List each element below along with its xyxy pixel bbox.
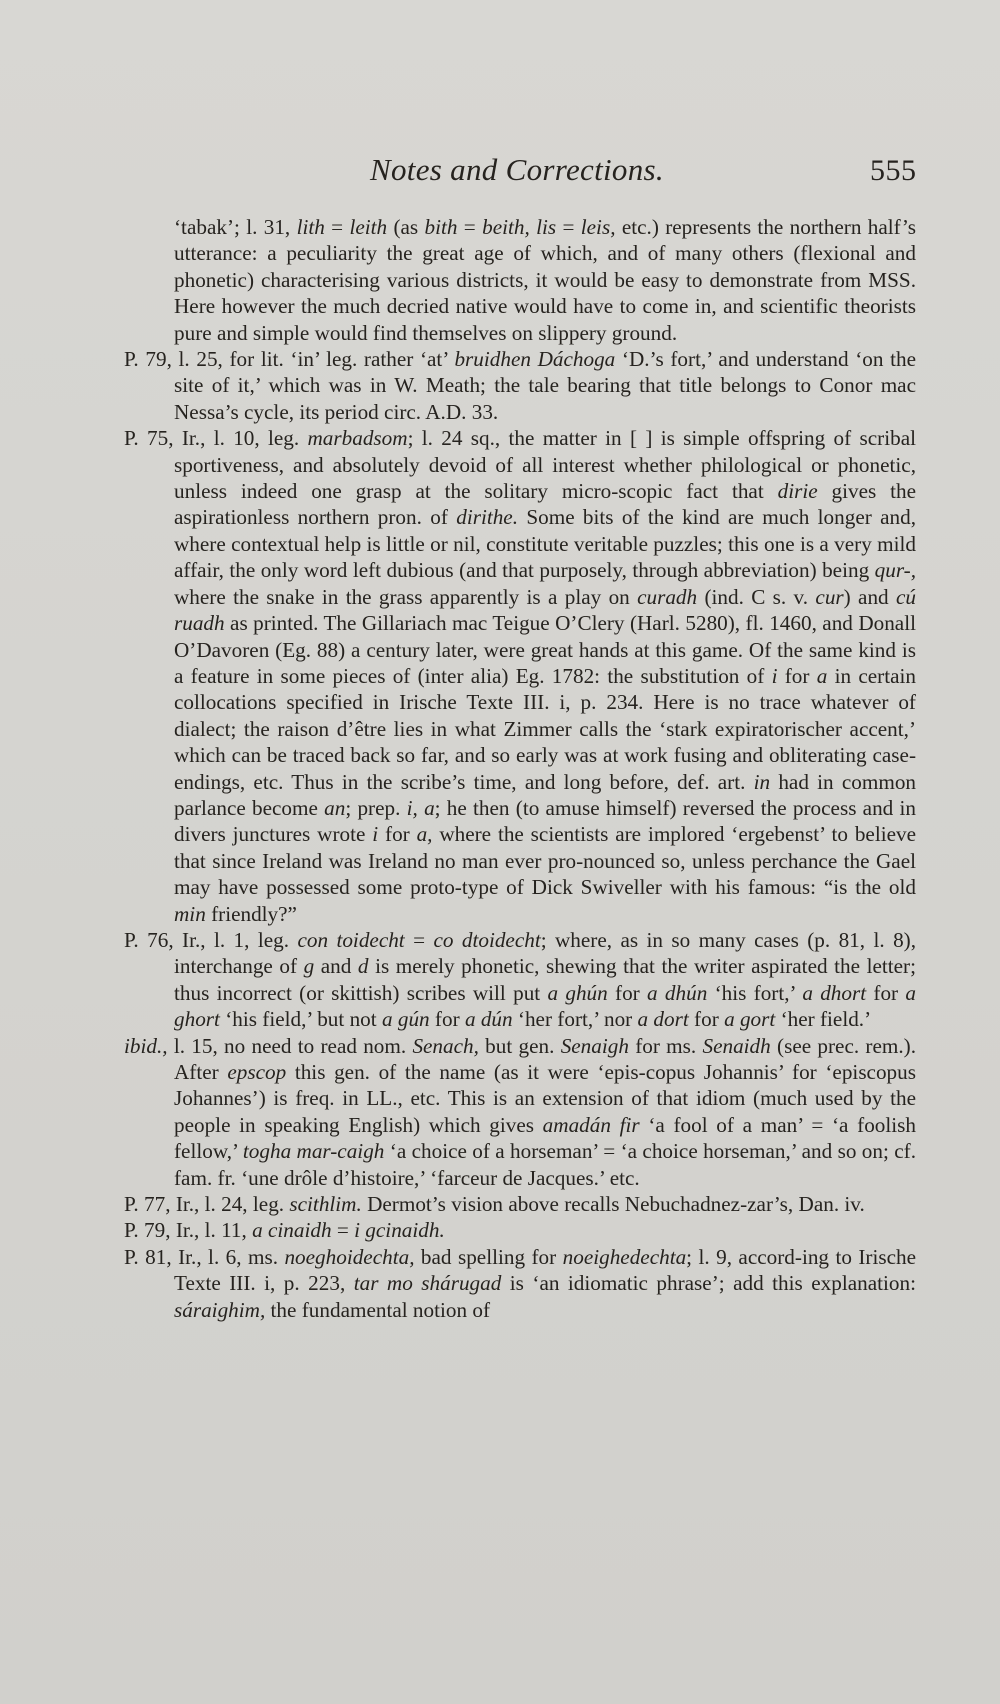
text-run: Ir., l. 10, leg. <box>173 426 308 451</box>
italic-text: dirie <box>777 479 818 504</box>
italic-text: a gort <box>724 1007 776 1032</box>
italic-text: cur <box>815 584 844 609</box>
text-run: gives the aspirationless northern pron. of <box>174 479 917 530</box>
text-run: = <box>324 215 350 239</box>
italic-text: an <box>324 795 346 820</box>
italic-text: epscop <box>227 1060 287 1084</box>
note-entry <box>124 927 916 1033</box>
entry-reference: P. 77, <box>124 1192 171 1217</box>
entry-reference: P. 76, <box>124 927 174 952</box>
text-run: = <box>404 927 434 952</box>
text-run: = <box>331 1218 355 1243</box>
text-run: (see prec. rem.). After <box>174 1033 916 1084</box>
note-entry <box>124 346 916 425</box>
note-entry <box>124 1033 916 1191</box>
italic-text: i <box>372 822 379 847</box>
italic-text: g <box>303 954 315 979</box>
text-run: for <box>429 1007 465 1032</box>
text-run: where the snake in the grass apparently is a play on <box>174 584 638 609</box>
text-run: Ir., l. 6, ms. <box>171 1244 285 1269</box>
note-entry <box>124 214 916 346</box>
note-entry <box>124 1244 916 1323</box>
text-run: Ir., l. 24, leg. <box>170 1192 290 1217</box>
text-run: where the scientists are implored ‘ergebenst’ to believe that since Ireland was Ireland no man ever pro-nounced so, unless perchance the Gael may have possessed some proto-type of Dick Swiveller with his famous: “is the old <box>174 822 916 900</box>
italic-text: curadh <box>637 584 698 609</box>
text-run: ‘her fort,’ nor <box>512 1007 638 1032</box>
page-body <box>124 214 916 1323</box>
italic-text: noeighedechta <box>562 1244 687 1269</box>
italic-text: co dtoidecht <box>433 927 541 952</box>
italic-text: i gcinaidh. <box>354 1218 445 1243</box>
note-entry <box>124 1217 916 1243</box>
text-run: ; l. 24 sq., the matter in [ ] is simple offspring of scribal sportiveness, and absolutely devoid of all interest whether philological or phonetic, unless indeed one grasp at the solitary micro-scopic fact that <box>174 426 916 504</box>
italic-text: con toidecht <box>297 927 405 952</box>
italic-text: noeghoidechta, <box>284 1244 415 1269</box>
italic-text: dirithe. <box>456 505 519 530</box>
italic-text: amadán fir <box>542 1112 640 1137</box>
text-run: ‘her field.’ <box>775 1007 872 1032</box>
text-run: = <box>457 215 483 239</box>
text-run: is ‘an idiomatic phrase’; add this explanation: <box>501 1271 916 1296</box>
text-run: ‘a choice of a horseman’ = ‘a choice horseman,’ and so on; cf. fam. fr. ‘une drôle d’histoire,’ ‘farceur de Jacques.’ etc. <box>174 1139 916 1190</box>
text-run: l. 15, no need to read nom. <box>167 1033 413 1058</box>
italic-text: a ghort <box>174 980 916 1032</box>
page-number: 555 <box>870 154 917 187</box>
italic-text: marbadsom <box>307 426 408 451</box>
italic-text: a, <box>416 822 433 847</box>
italic-text: sáraighim, <box>174 1297 266 1322</box>
entry-reference: P. 79, <box>124 1218 171 1243</box>
text-run: for <box>866 980 906 1005</box>
entry-reference: P. 79, <box>124 347 172 372</box>
text-run: etc.) represents the northern half’s utterance: a peculiarity the great age of which, and of many others (flexional and phonetic) characterising various districts, it would be easy to demonstrate from MSS. Here however the much decried native would have to come in, and scientific theorists pure and simple would find themselves on slippery ground. <box>174 215 917 345</box>
italic-text: Senach, <box>412 1033 479 1058</box>
entry-reference: ibid., <box>124 1033 168 1058</box>
text-run: but gen. <box>478 1033 561 1058</box>
italic-text: Senaidh <box>702 1033 771 1058</box>
text-run: for <box>607 980 648 1005</box>
entry-reference: P. 81, <box>124 1244 172 1269</box>
text-run: ‘his fort,’ <box>707 980 803 1005</box>
text-run: is merely phonetic, shewing that the writer aspirated the letter; thus incorrect (or skittish) scribes will put <box>174 954 916 1005</box>
text-run: Ir., l. 1, leg. <box>173 927 298 952</box>
text-run: the fundamental notion of <box>265 1297 491 1322</box>
text-run: = <box>556 215 581 239</box>
text-run: Some bits of the kind are much longer and, where contextual help is little or nil, constitute veritable puzzles; this one is a very mild affair, the only word left dubious (and that purposely, through abbreviation) being <box>174 505 916 583</box>
text-run: for <box>688 1007 725 1032</box>
italic-text: i <box>771 663 778 688</box>
italic-text: cú ruadh <box>174 584 916 636</box>
italic-text: leis, <box>580 215 616 239</box>
text-run: Dermot’s vision above recalls Nebuchadnez-zar’s, Dan. iv. <box>361 1192 865 1217</box>
text-run: ‘his field,’ but not <box>219 1007 382 1032</box>
text-run: ‘tabak’; l. 31, <box>174 215 297 239</box>
text-run: for <box>378 822 417 847</box>
italic-text: tar mo shárugad <box>353 1271 502 1296</box>
italic-text: a ghún <box>547 980 608 1005</box>
italic-text: a dhún <box>647 980 708 1005</box>
italic-text: d <box>357 954 369 979</box>
italic-text: lith <box>296 215 325 239</box>
text-run: bad spelling for <box>414 1244 563 1269</box>
text-run: (ind. C s. v. <box>697 584 816 609</box>
text-run: for <box>777 663 817 688</box>
page-header <box>0 152 1000 202</box>
italic-text: a dort <box>637 1007 689 1032</box>
italic-text: beith, <box>482 215 530 239</box>
text-run: this gen. of the name (as it were ‘epis-copus Johannis’ for ‘episcopus Johannes’) is freq. in LL., etc. This is an extension of that idiom (much used by the people in speaking English) which gives <box>174 1060 916 1137</box>
text-run: ; he then (to amuse himself) reversed the process and in divers junctures wrote <box>174 795 916 847</box>
text-run: (as <box>387 215 425 239</box>
text-run: l. 25, for lit. ‘in’ leg. rather ‘at’ <box>171 347 455 372</box>
italic-text: qur-, <box>874 558 916 583</box>
text-run: ; l. 9, accord-ing to Irische Texte III. i, p. 223, <box>174 1244 917 1296</box>
note-entry <box>124 1191 916 1217</box>
text-run: and <box>314 954 358 979</box>
italic-text: scithlim. <box>289 1192 362 1217</box>
text-run: for ms. <box>628 1033 703 1058</box>
italic-text: a dún <box>464 1007 513 1032</box>
note-entry <box>124 425 916 927</box>
italic-text: a dhort <box>802 980 867 1005</box>
entry-reference: P. 75, <box>124 426 174 451</box>
italic-text: a <box>816 663 828 688</box>
running-title: Notes and Corrections. <box>370 152 664 187</box>
italic-text: Senaigh <box>560 1033 629 1058</box>
italic-text: togha mar-caigh <box>242 1139 385 1164</box>
italic-text: lis <box>536 215 557 239</box>
italic-text: min <box>174 901 206 926</box>
text-run: as printed. The Gillariach mac Teigue O’Clery (Harl. 5280), fl. 1460, and Donall O’Davoren (Eg. 88) a century later, were great hands at this game. Of the same kind is a feature in some pieces of (inter alia) Eg. 1782: the substitution of <box>174 611 916 688</box>
text-run: had in common parlance become <box>174 769 917 820</box>
text-run: ‘D.’s fort,’ and understand ‘on the site of it,’ which was in W. Meath; the tale bearing that title belongs to Conor mac Nessa’s cycle, its period circ. A.D. 33. <box>174 347 916 424</box>
text-run: ‘a fool of a man’ = ‘a foolish fellow,’ <box>174 1112 916 1164</box>
text-run: Ir., l. 11, <box>170 1218 253 1243</box>
italic-text: a gún <box>381 1007 430 1032</box>
italic-text: in <box>753 769 771 794</box>
text-run: in certain collocations specified in Irische Texte III. i, p. 234. Here is no trace whatever of dialect; the raison d’être lies in what Zimmer calls the ‘stark expiratorischer accent,’ which can be traced back so far, and so early was at work fusing and obliterating case-endings, etc. Thus in the scribe’s time, and long before, def. art. <box>174 663 916 794</box>
italic-text: i, a <box>406 795 435 820</box>
text-run: ) and <box>843 584 896 609</box>
italic-text: bruidhen Dáchoga <box>454 347 616 372</box>
text-run: ; where, as in so many cases (p. 81, l. 8), interchange of <box>174 927 917 979</box>
italic-text: bith <box>424 215 458 239</box>
text-run: friendly?” <box>205 901 297 926</box>
italic-text: leith <box>349 215 388 239</box>
text-run: ; prep. <box>345 795 407 820</box>
italic-text: a cinaidh <box>252 1218 332 1243</box>
